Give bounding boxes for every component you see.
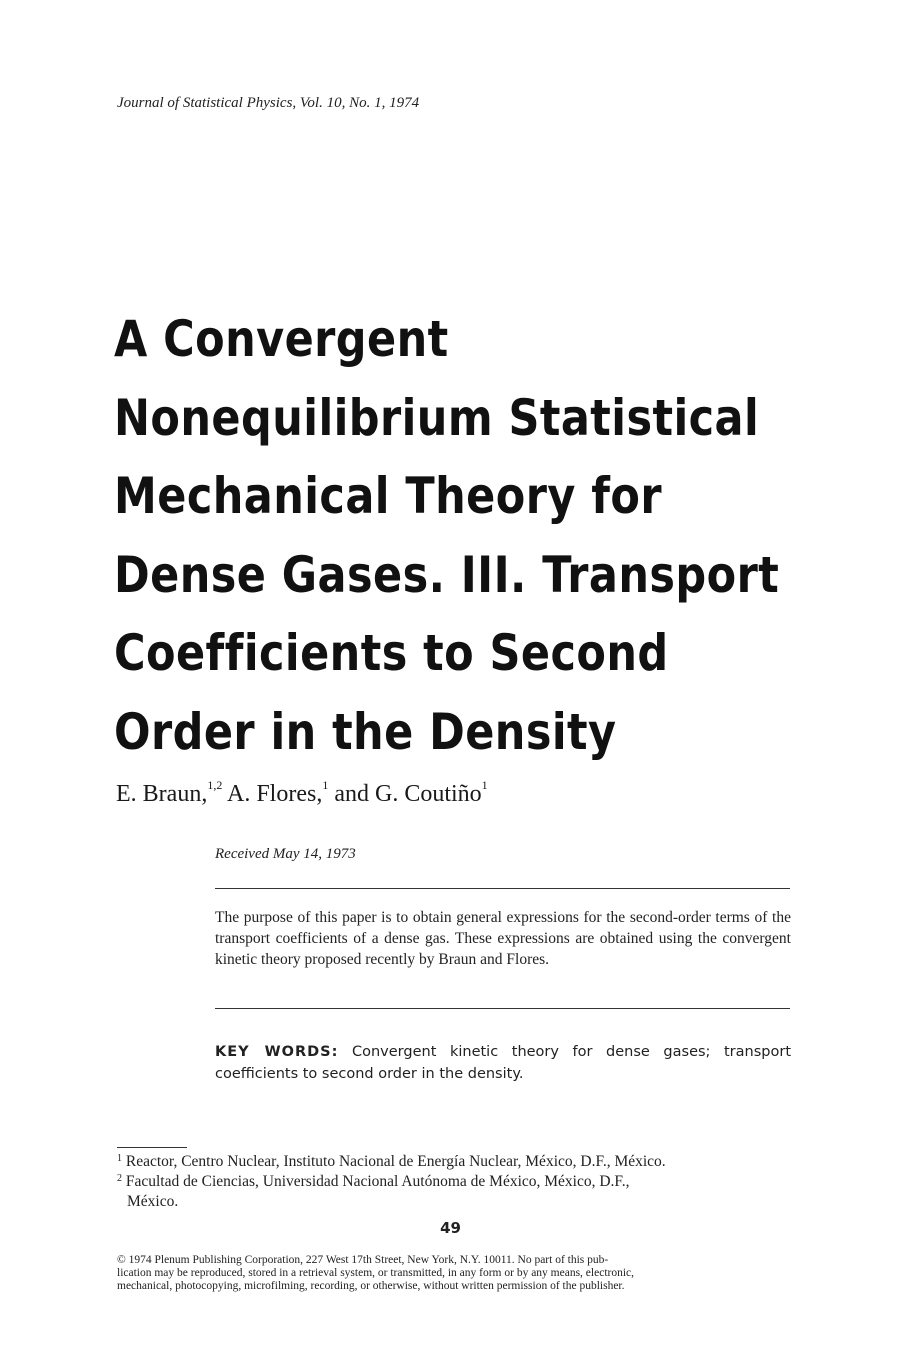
footnote-rule [117,1147,187,1148]
abstract-top-rule [215,888,790,889]
title-line: Order in the Density [114,702,617,761]
keywords-block [215,1041,791,1085]
footnote-mark: 2 [117,1173,122,1184]
abstract-bottom-rule [215,1008,790,1009]
title-line: A Convergent [114,310,449,368]
title-line: Nonequilibrium Statistical [114,388,760,447]
affiliation-mark: 1,2 [207,778,223,792]
footnote [117,1172,791,1192]
footnote-mark: 1 [117,1153,122,1164]
author-list [116,778,488,808]
author-name: and G. Coutiño [328,781,482,807]
footnote-continuation: México. [127,1193,179,1210]
abstract-text: The purpose of this paper is to obtain general expressions for the second-order terms of the transport coefficients of a dense gas. These expressions are obtained using the convergent kinetic theory proposed recently by Braun and Flores. [215,909,791,968]
copyright-line: mechanical, photocopying, microfilming, recording, or otherwise, without written permission of the publisher. [117,1280,625,1292]
page-number: 49 [440,1219,461,1237]
affiliation-mark: 1 [481,778,488,792]
footnote-text: Reactor, Centro Nuclear, Instituto Nacional de Energía Nuclear, México, D.F., México. [122,1153,666,1170]
footnote [117,1152,791,1172]
keywords-label: KEY WORDS: [215,1044,339,1060]
title-line: Dense Gases. III. Transport [114,545,780,604]
author-name: A. Flores, [222,781,323,807]
author-name: E. Braun, [116,781,208,807]
journal-citation: Journal of Statistical Physics, Vol. 10, No. 1, 1974 [117,95,420,111]
title-line: Coefficients to Second [114,624,669,682]
footnote-text: Facultad de Ciencias, Universidad Nacional Autónoma de México, México, D.F., [122,1173,630,1190]
keywords-text: Convergent kinetic theory for dense gases; transport coefficients to second order in the density. [215,1044,791,1082]
copyright-line: © 1974 Plenum Publishing Corporation, 227 West 17th Street, New York, N.Y. 10011. No part of this pub- [117,1254,609,1266]
affiliation-mark: 1 [322,778,329,792]
footnotes [117,1152,791,1212]
paper-title [114,300,780,771]
copyright-line: lication may be reproduced, stored in a retrieval system, or transmitted, in any form or by any means, electronic, [117,1267,635,1279]
copyright-notice [117,1254,791,1293]
received-date: Received May 14, 1973 [215,846,356,862]
title-line: Mechanical Theory for [114,467,662,525]
